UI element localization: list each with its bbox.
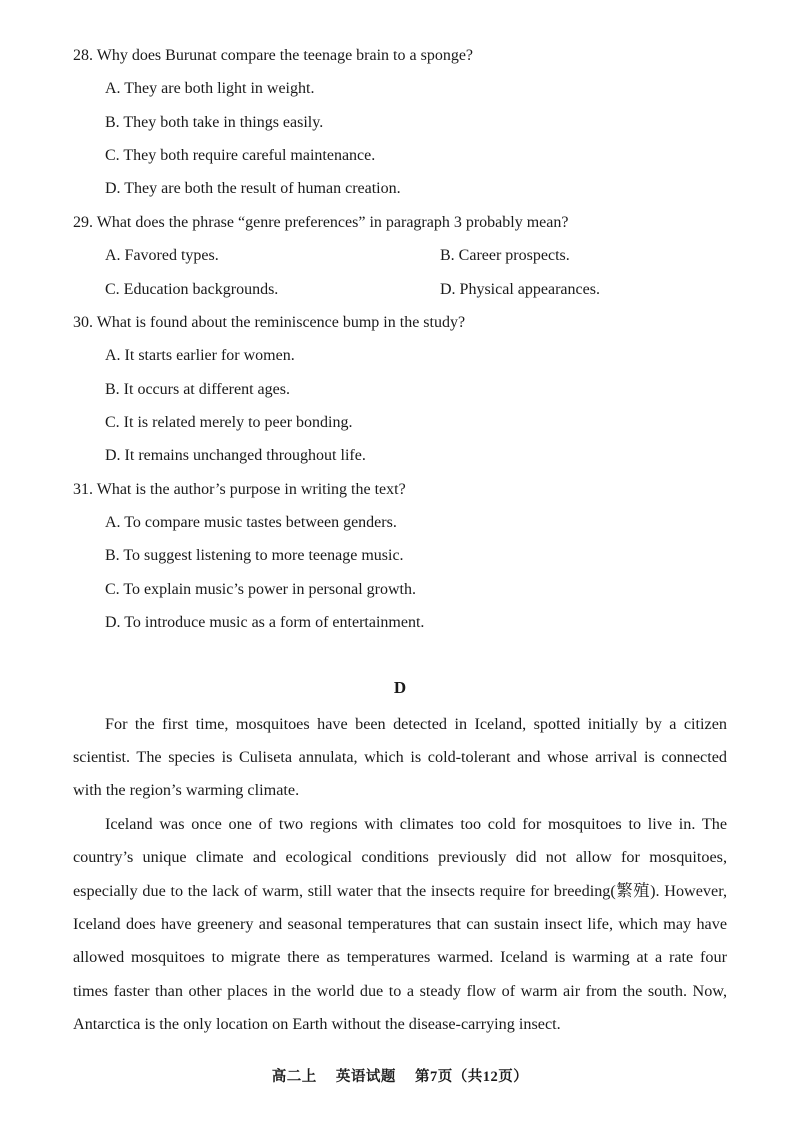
section-title: D <box>393 678 407 697</box>
question-30-option-b: B. It occurs at different ages. <box>105 381 290 398</box>
question-29-option-d: D. Physical appearances. <box>440 281 600 298</box>
question-31-option-a: A. To compare music tastes between genders. <box>105 514 397 531</box>
passage-line: allowed mosquitoes to migrate there as temperatures warmed. Iceland is warming at a rate four <box>73 948 727 966</box>
question-31-option-d: D. To introduce music as a form of entertainment. <box>105 614 425 631</box>
passage-line: scientist. The species is Culiseta annulata, which is cold-tolerant and whose arrival is connected <box>73 748 727 766</box>
question-29-option-a: A. Favored types. <box>105 247 219 264</box>
question-31-option-b: B. To suggest listening to more teenage music. <box>105 547 404 564</box>
question-31-option-c: C. To explain music’s power in personal growth. <box>105 581 416 598</box>
passage-line: times faster than other places in the world due to a steady flow of warm air from the south. Now, <box>73 982 727 1000</box>
question-28-option-d: D. They are both the result of human creation. <box>105 180 401 197</box>
question-28-option-b: B. They both take in things easily. <box>105 114 324 131</box>
passage-line: Antarctica is the only location on Earth without the disease-carrying insect. <box>73 1015 561 1033</box>
page-footer: 高二上 英语试题 第7页（共12页） <box>271 1069 529 1085</box>
question-29-stem: 29. What does the phrase “genre preferences” in paragraph 3 probably mean? <box>73 214 569 231</box>
question-28-option-c: C. They both require careful maintenance. <box>105 147 376 164</box>
question-29-option-b: B. Career prospects. <box>440 247 570 264</box>
passage-line: with the region’s warming climate. <box>73 781 300 799</box>
question-30-option-a: A. It starts earlier for women. <box>105 347 295 364</box>
question-30-stem: 30. What is found about the reminiscence bump in the study? <box>73 314 466 331</box>
passage-line: For the first time, mosquitoes have been detected in Iceland, spotted initially by a citizen <box>105 715 727 733</box>
passage-line: Iceland was once one of two regions with climates too cold for mosquitoes to live in. The <box>105 815 727 833</box>
question-28-stem: 28. Why does Burunat compare the teenage brain to a sponge? <box>73 47 474 64</box>
passage-line: Iceland does have greenery and seasonal temperatures that can sustain insect life, which may have <box>73 915 727 933</box>
passage-line: especially due to the lack of warm, still water that the insects require for breeding(繁殖). However, <box>73 882 727 900</box>
question-30-option-c: C. It is related merely to peer bonding. <box>105 414 353 431</box>
question-30-option-d: D. It remains unchanged throughout life. <box>105 447 366 464</box>
question-31-stem: 31. What is the author’s purpose in writing the text? <box>73 481 406 498</box>
question-28-option-a: A. They are both light in weight. <box>105 80 315 97</box>
passage-line: country’s unique climate and ecological conditions previously did not allow for mosquitoes, <box>73 848 727 866</box>
question-29-option-c: C. Education backgrounds. <box>105 281 279 298</box>
